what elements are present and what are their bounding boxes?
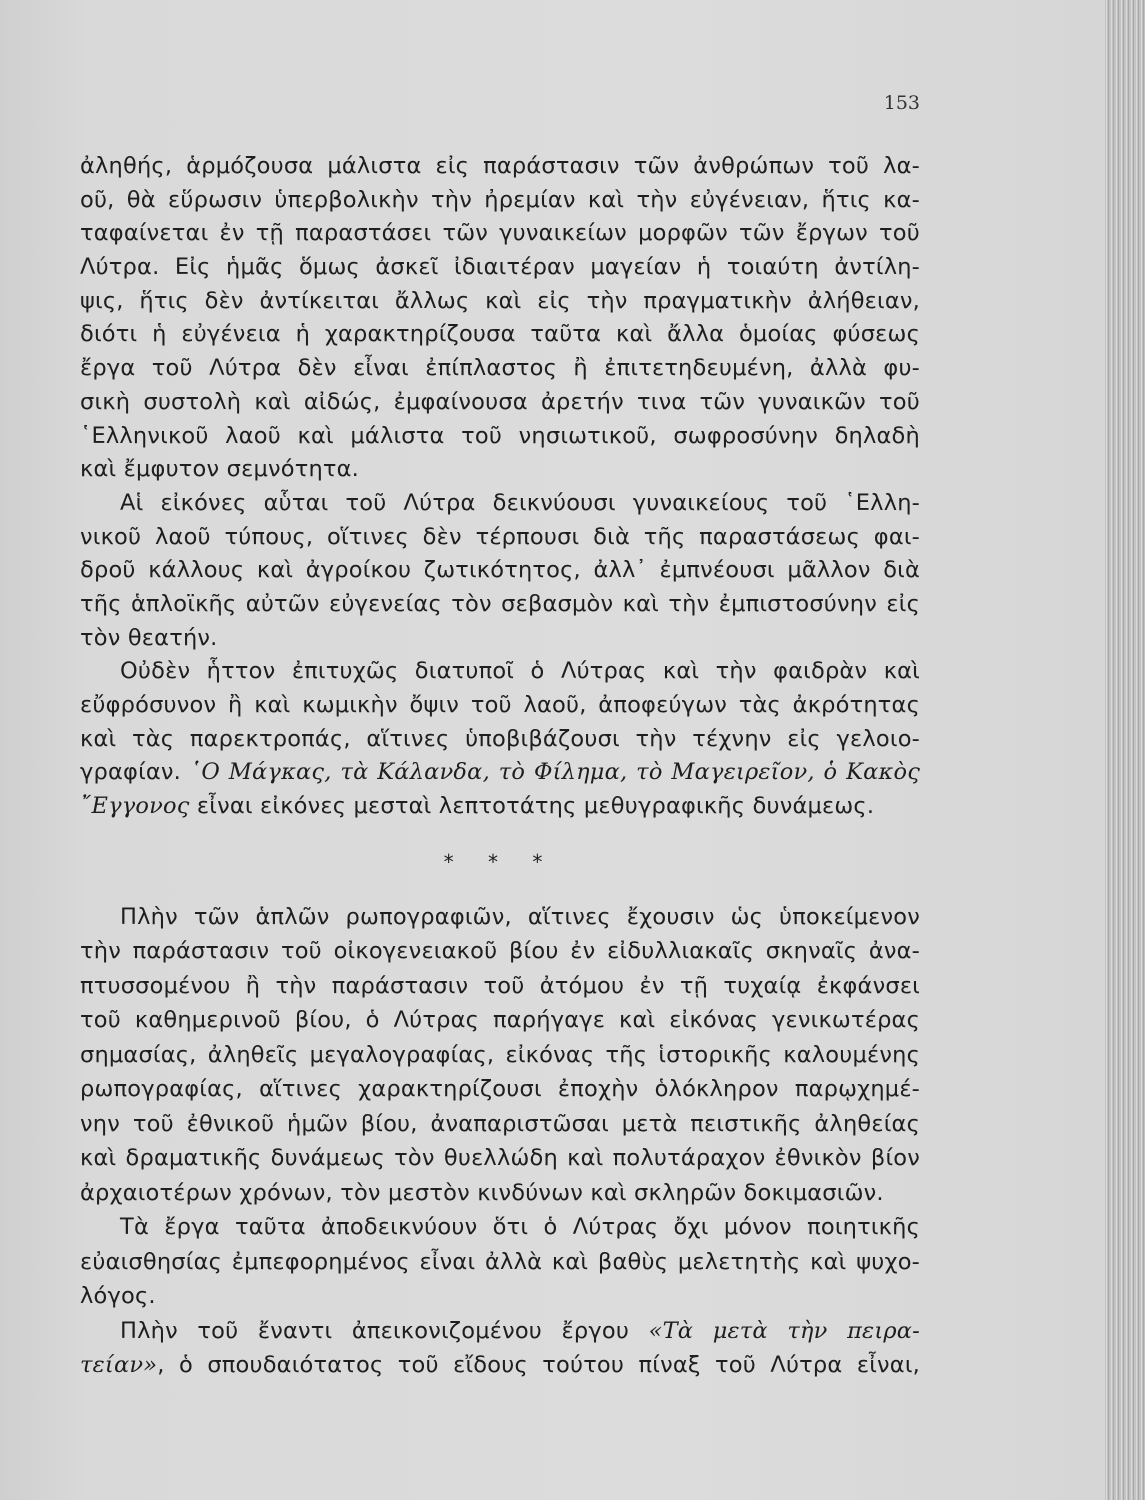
text-line: τοῦ καθημερινοῦ βίου, ὁ Λύτρας παρήγαγε καὶ εἰκόνας γενικωτέρας xyxy=(80,1007,920,1034)
text-line: σικὴ συστολὴ καὶ αἰδώς, ἐμφαίνουσα ἀρετήν τινα τῶν γυναικῶν τοῦ xyxy=(80,388,920,415)
paragraph-2 xyxy=(80,487,920,655)
text-line: οῦ, θὰ εὕρωσιν ὑπερβολικὴν τὴν ἠρεμίαν καὶ τὴν εὐγένειαν, ἥτις κα- xyxy=(80,186,920,213)
body-text xyxy=(80,150,920,1383)
text-line: καὶ δραματικῆς δυνάμεως τὸν θυελλώδη καὶ πολυτάραχον ἐθνικὸν βίον xyxy=(80,1145,920,1172)
text-line: τὴν παράστασιν τοῦ οἰκογενειακοῦ βίου ἐν εἰδυλλιακαῖς σκηναῖς ἀνα- xyxy=(80,938,920,965)
text-line: καὶ τὰς παρεκτροπάς, αἵτινες ὑποβιβάζουσι τὴν τέχνην εἰς γελοιο- xyxy=(80,725,920,752)
text-line: δροῦ κάλλους καὶ ἀγροίκου ζωτικότητος, ἀλλ᾽ ἐμπνέουσι μᾶλλον διὰ xyxy=(80,557,920,584)
text-line: Πλὴν τῶν ἁπλῶν ρωπογραφιῶν, αἵτινες ἔχουσιν ὡς ὑποκείμενον xyxy=(120,903,920,930)
text-line: λόγος. xyxy=(80,1283,156,1310)
text-line: καὶ ἔμφυτον σεμνότητα. xyxy=(80,456,360,483)
text-line: διότι ἡ εὐγένεια ἡ χαρακτηρίζουσα ταῦτα καὶ ἄλλα ὁμοίας φύσεως xyxy=(80,321,920,348)
text-run: εἶναι εἰκόνες μεσταὶ λεπτοτάτης μεθυγραφικῆς δυνάμεως. xyxy=(189,793,875,820)
text-line: Τὰ ἔργα ταῦτα ἀποδεικνύουν ὅτι ὁ Λύτρας ὄχι μόνον ποιητικῆς xyxy=(120,1214,920,1241)
text-line: πτυσσομένου ἢ τὴν παράστασιν τοῦ ἀτόμου ἐν τῇ τυχαίᾳ ἐκφάνσει xyxy=(80,972,920,999)
italic-title: ῎Εγγονος xyxy=(80,793,190,820)
text-line: νην τοῦ ἐθνικοῦ ἡμῶν βίου, ἀναπαριστῶσαι μετὰ πειστικῆς ἀληθείας xyxy=(80,1110,920,1137)
text-line: σημασίας, ἀληθεῖς μεγαλογραφίας, εἰκόνας τῆς ἱστορικῆς καλουμένης xyxy=(80,1041,920,1068)
page-edges xyxy=(1105,0,1145,1500)
italic-title: «Τὰ μετὰ τὴν πειρα- xyxy=(648,1317,920,1344)
text-line: ἀρχαιοτέρων χρόνων, τὸν μεστὸν κινδύνων καὶ σκληρῶν δοκιμασιῶν. xyxy=(80,1179,884,1206)
paragraph-6 xyxy=(80,1314,920,1383)
text-line xyxy=(80,1314,920,1349)
text-line: Οὐδὲν ἧττον ἐπιτυχῶς διατυποῖ ὁ Λύτρας καὶ τὴν φαιδρὰν καὶ xyxy=(120,658,920,685)
text-line: ἔργα τοῦ Λύτρα δὲν εἶναι ἐπίπλαστος ἢ ἐπιτετηδευμένη, ἀλλὰ φυ- xyxy=(80,355,920,382)
text-line xyxy=(80,790,920,824)
text-line: τῆς ἁπλοϊκῆς αὐτῶν εὐγενείας τὸν σεβασμὸν καὶ τὴν ἐμπιστοσύνην εἰς xyxy=(80,590,920,617)
text-run: γραφίαν. xyxy=(80,759,190,786)
text-line: ταφαίνεται ἐν τῇ παραστάσει τῶν γυναικείων μορφῶν τῶν ἔργων τοῦ xyxy=(80,220,920,247)
text-line: τὸν θεατήν. xyxy=(80,624,218,651)
paragraph-3 xyxy=(80,655,920,823)
text-run: Πλὴν τοῦ ἔναντι ἀπεικονιζομένου ἔργου xyxy=(120,1317,649,1344)
text-line: Αἱ εἰκόνες αὗται τοῦ Λύτρα δεικνύουσι γυναικείους τοῦ ῾Ελλη- xyxy=(120,489,920,516)
text-line: εὐαισθησίας ἐμπεφορημένος εἶναι ἀλλὰ καὶ βαθὺς μελετητὴς καὶ ψυχο- xyxy=(80,1248,920,1275)
paragraph-5 xyxy=(80,1210,920,1314)
text-run: , ὁ σπουδαιότατος τοῦ εἴδους τούτου πίναξ τοῦ Λύτρα εἶναι, xyxy=(157,1352,920,1379)
paragraph-1 xyxy=(80,150,920,487)
text-line: νικοῦ λαοῦ τύπους, οἵτινες δὲν τέρπουσι διὰ τῆς παραστάσεως φαι- xyxy=(80,523,920,550)
page-number: 153 xyxy=(883,92,920,114)
text-line: ἀληθής, ἁρμόζουσα μάλιστα εἰς παράστασιν τῶν ἀνθρώπων τοῦ λα- xyxy=(80,153,920,179)
italic-title: τείαν» xyxy=(80,1352,158,1379)
text-line xyxy=(80,756,920,790)
paragraph-4 xyxy=(80,900,920,1211)
text-line: ρωπογραφίας, αἵτινες χαρακτηρίζουσι ἐποχὴν ὁλόκληρον παρῳχημέ- xyxy=(80,1076,920,1103)
section-separator: * * * xyxy=(443,849,557,874)
text-line xyxy=(80,1348,920,1383)
text-line: ῾Ελληνικοῦ λαοῦ καὶ μάλιστα τοῦ νησιωτικοῦ, σωφροσύνην δηλαδὴ xyxy=(80,422,920,449)
text-line: Λύτρα. Εἰς ἡμᾶς ὅμως ἀσκεῖ ἰδιαιτέραν μαγείαν ἡ τοιαύτη ἀντίλη- xyxy=(80,254,920,281)
text-line: ψις, ἥτις δὲν ἀντίκειται ἄλλως καὶ εἰς τὴν πραγματικὴν ἀλήθειαν, xyxy=(80,287,920,314)
text-line: εὔφρόσυνον ἢ καὶ κωμικὴν ὄψιν τοῦ λαοῦ, ἀποφεύγων τὰς ἀκρότητας xyxy=(80,692,920,718)
italic-titles: ῾Ο Μάγκας, τὰ Κάλανδα, τὸ Φίλημα, τὸ Μαγειρεῖον, ὁ Κακὸς xyxy=(189,759,920,786)
